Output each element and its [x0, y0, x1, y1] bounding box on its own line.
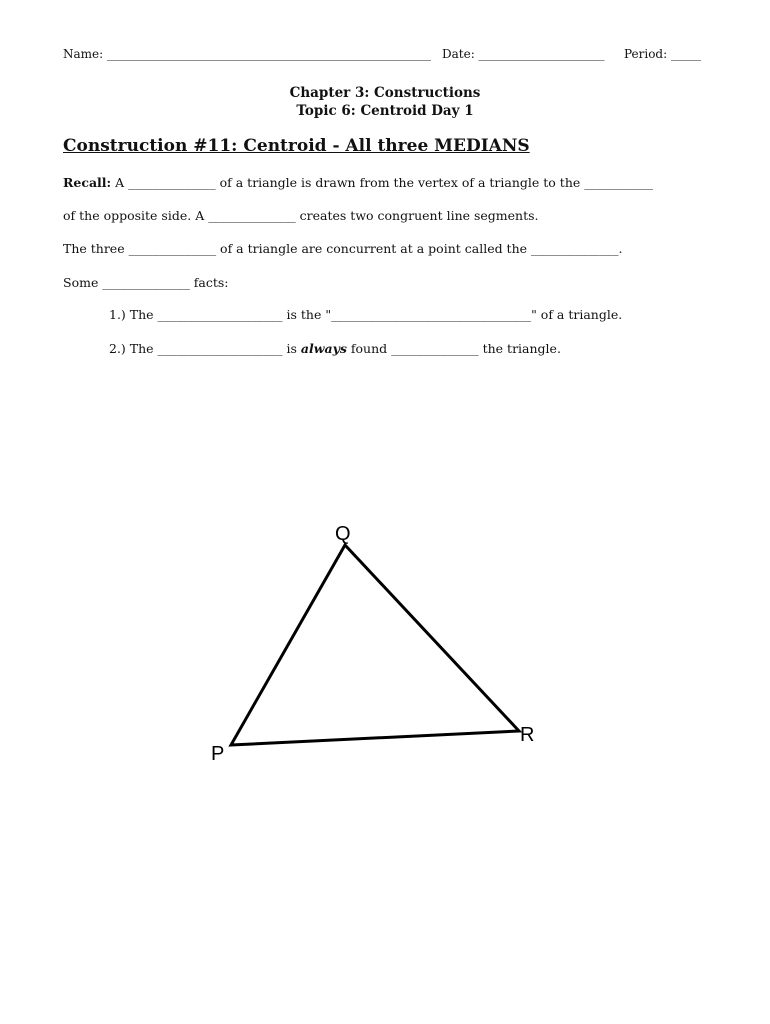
triangle-pqr: [231, 545, 519, 745]
fact-2-emphasis: always: [300, 341, 347, 356]
name-field[interactable]: Name: ______________________________________________________: [63, 47, 431, 61]
topic-title: Topic 6: Centroid Day 1: [296, 103, 474, 119]
vertex-label-p: P: [211, 743, 225, 765]
recall-line: [63, 175, 653, 190]
triangle-pqr-figure: [0, 500, 770, 800]
recall-text[interactable]: A ______________ of a triangle is drawn from the vertex of a triangle to the ___________: [111, 175, 653, 190]
vertex-label-r: R: [520, 724, 535, 746]
line-concurrent[interactable]: The three ______________ of a triangle are concurrent at a point called the ______________.: [63, 241, 623, 256]
fact-1[interactable]: 1.) The ____________________ is the "________________________________" of a triangle.: [109, 307, 623, 322]
line-facts[interactable]: Some ______________ facts:: [63, 275, 229, 290]
chapter-title: Chapter 3: Constructions: [289, 85, 481, 101]
fact-2-start: 2.) The ____________________ is: [109, 341, 301, 356]
page-titles: [0, 84, 770, 120]
vertex-label-q: Q: [335, 523, 351, 545]
period-field[interactable]: Period: _____: [624, 47, 701, 61]
line-opposite-side[interactable]: of the opposite side. A ______________ creates two congruent line segments.: [63, 208, 539, 223]
fact-2-end: found ______________ the triangle.: [346, 341, 561, 356]
fact-2[interactable]: [109, 341, 561, 356]
construction-heading: Construction #11: Centroid - All three MEDIANS: [63, 136, 530, 156]
recall-label: Recall:: [63, 175, 112, 190]
date-field[interactable]: Date: _____________________: [442, 47, 605, 61]
